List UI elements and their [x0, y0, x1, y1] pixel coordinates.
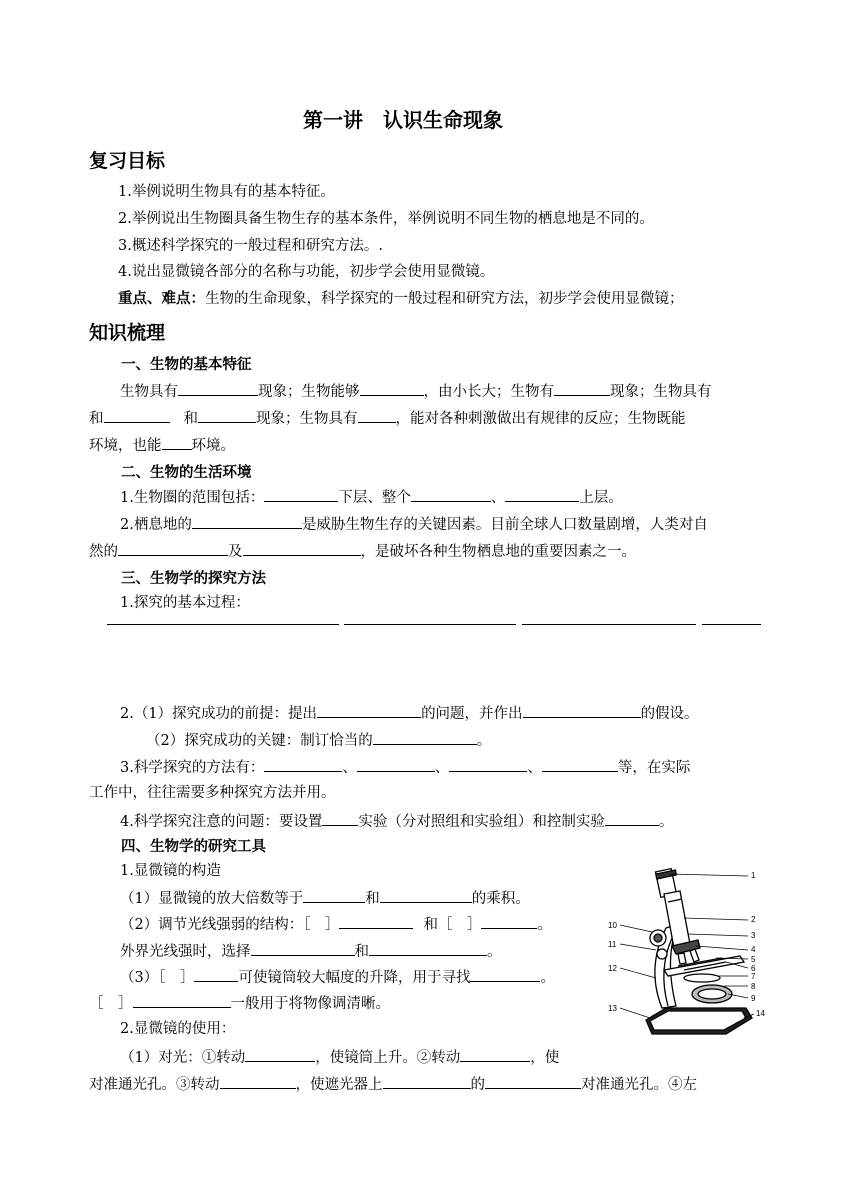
s1-line-3 — [89, 434, 235, 456]
text: 对准通光孔。③转动 — [89, 1077, 220, 1093]
text: 一般用于将物像调清晰。 — [230, 996, 390, 1012]
fill-blank[interactable] — [373, 729, 477, 745]
fill-blank[interactable] — [118, 540, 228, 556]
callout-4: 4 — [751, 945, 756, 954]
text: 环境。 — [191, 438, 235, 454]
text: 外界光线强时，选择 — [120, 944, 251, 960]
fill-blank[interactable] — [243, 540, 361, 556]
fill-blank[interactable] — [198, 407, 256, 423]
fill-blank[interactable] — [178, 380, 258, 396]
text: ，由小长大；生物有 — [423, 384, 554, 400]
callout-6: 6 — [751, 964, 756, 973]
text: 、 — [434, 760, 450, 776]
process-blank-2[interactable] — [344, 624, 516, 625]
callout-3: 3 — [751, 931, 756, 940]
callout-1: 1 — [751, 871, 756, 880]
text: ，使镜筒上升。②转动 — [315, 1050, 461, 1066]
callout-11: 11 — [608, 940, 617, 949]
text: 环境，也能 — [89, 438, 162, 454]
s4-line-5 — [120, 966, 555, 988]
s1-line-2 — [89, 407, 686, 429]
text: 的乘积。 — [471, 891, 530, 907]
process-blank-3[interactable] — [522, 624, 696, 625]
text: 上层。 — [579, 490, 623, 506]
s3-line-1: 1.探究的基本过程： — [120, 595, 250, 611]
fill-blank[interactable] — [162, 434, 192, 450]
callout-12: 12 — [608, 964, 617, 973]
text: ［ ］ — [89, 996, 133, 1012]
s3-line-4 — [120, 756, 690, 778]
text: 的 — [470, 1077, 485, 1093]
review-item-1: 1.举例说明生物具有的基本特征。 — [118, 184, 335, 200]
text: 、 — [527, 760, 542, 776]
section-heading-review: 复习目标 — [89, 150, 166, 172]
review-item-4: 4.说出显微镜各部分的名称与功能，初步学会使用显微镜。 — [118, 264, 495, 280]
text: 和 — [183, 411, 198, 427]
text: 的问题，并作出 — [421, 706, 523, 722]
text: （2）探究成功的关键：制订恰当的 — [146, 733, 373, 749]
fill-blank[interactable] — [220, 1073, 296, 1089]
fill-blank[interactable] — [322, 810, 358, 826]
s3-line-6 — [120, 810, 673, 832]
s4-line-7: 2.显微镜的使用： — [120, 1021, 236, 1037]
review-item-2: 2.举例说出生物圈具备生物生存的基本条件，举例说明不同生物的栖息地是不同的。 — [118, 211, 654, 227]
s3-line-2 — [120, 702, 699, 724]
text: 对准通光孔。④左 — [581, 1077, 697, 1093]
fill-blank[interactable] — [380, 887, 472, 903]
text: 现象；生物能够 — [258, 384, 360, 400]
fill-blank[interactable] — [383, 1073, 471, 1089]
callout-13: 13 — [608, 1004, 617, 1013]
s2-line-2 — [120, 513, 708, 535]
key-points-text: 生物的生命现象，科学探究的一般过程和研究方法，初步学会使用显微镜； — [205, 291, 684, 307]
fill-blank[interactable] — [460, 1046, 530, 1062]
fill-blank[interactable] — [194, 966, 238, 982]
text: 。 — [476, 733, 492, 749]
text: 4.科学探究注意的问题：要设置 — [120, 814, 323, 830]
subsection-heading-4: 四、生物学的研究工具 — [121, 839, 266, 855]
s2-line-1 — [120, 486, 623, 508]
microscope-diagram — [606, 858, 774, 1048]
callout-8: 8 — [751, 982, 756, 991]
text: 和 — [354, 944, 369, 960]
s3-line-5: 工作中，往往需要多种探究方法并用。 — [89, 785, 336, 801]
fill-blank[interactable] — [360, 380, 424, 396]
fill-blank[interactable] — [554, 380, 610, 396]
text: 3.科学探究的方法有： — [120, 760, 265, 776]
s2-line-3 — [89, 540, 636, 562]
text: 、 — [342, 760, 357, 776]
text: 的假设。 — [640, 706, 699, 722]
text: （1）对光：①转动 — [120, 1050, 246, 1066]
section-heading-knowledge: 知识梳理 — [89, 322, 166, 344]
text: 。 — [540, 970, 555, 986]
text: 1.生物圈的范围包括： — [120, 490, 265, 506]
fill-blank[interactable] — [192, 513, 302, 529]
callout-14: 14 — [756, 1009, 765, 1018]
fill-blank[interactable] — [449, 756, 527, 772]
text: 是威胁生物生存的关键因素。目前全球人口数量剧增，人类对自 — [301, 517, 708, 533]
fill-blank[interactable] — [505, 486, 579, 502]
process-blank-1[interactable] — [107, 624, 339, 625]
fill-blank[interactable] — [264, 756, 342, 772]
text: 及 — [228, 544, 243, 560]
text: ，是破坏各种生物栖息地的重要因素之一。 — [360, 544, 636, 560]
s3-line-3 — [146, 729, 491, 751]
text: （1）显微镜的放大倍数等于 — [120, 891, 304, 907]
callout-7: 7 — [751, 972, 756, 981]
fill-blank[interactable] — [104, 407, 170, 423]
callout-9: 9 — [751, 994, 756, 1003]
text: 。 — [537, 917, 552, 933]
text: 生物具有 — [120, 384, 178, 400]
fill-blank[interactable] — [485, 1073, 581, 1089]
text: （3）［ ］ — [120, 970, 195, 986]
text: 。 — [487, 944, 502, 960]
s1-line-1 — [120, 380, 712, 402]
fill-blank[interactable] — [605, 810, 659, 826]
fill-blank[interactable] — [339, 913, 413, 929]
callout-10: 10 — [608, 921, 617, 930]
fill-blank[interactable] — [245, 1046, 315, 1062]
fill-blank[interactable] — [369, 940, 487, 956]
text: 。 — [658, 814, 674, 830]
text: ，能对各种刺激做出有规律的反应；生物既能 — [395, 411, 686, 427]
s4-line-8 — [120, 1046, 559, 1068]
callout-5: 5 — [751, 955, 756, 964]
fill-blank[interactable] — [358, 407, 396, 423]
fill-blank[interactable] — [251, 940, 355, 956]
fill-blank[interactable] — [264, 486, 338, 502]
fill-blank[interactable] — [303, 887, 365, 903]
fill-blank[interactable] — [523, 702, 641, 718]
microscope-icon — [606, 858, 774, 1048]
key-points — [118, 289, 684, 309]
s4-line-6 — [89, 992, 390, 1014]
text: 现象；生物具有 — [610, 384, 712, 400]
text: 现象；生物具有 — [256, 411, 358, 427]
text: 2.栖息地的 — [120, 517, 192, 533]
text: 和［ ］ — [423, 917, 482, 933]
fill-blank[interactable] — [133, 992, 231, 1008]
subsection-heading-3: 三、生物学的探究方法 — [121, 571, 266, 587]
text: 然的 — [89, 544, 118, 560]
s4-line-1: 1.显微镜的构造 — [120, 863, 221, 879]
fill-blank[interactable] — [542, 756, 618, 772]
text: 、 — [490, 490, 506, 506]
text: 等，在实际 — [617, 760, 691, 776]
callout-2: 2 — [751, 915, 756, 924]
text: 可使镜筒较大幅度的升降，用于寻找 — [238, 970, 471, 986]
s4-line-9 — [89, 1073, 697, 1095]
text: ，使遮光器上 — [295, 1077, 383, 1093]
text: 和 — [365, 891, 380, 907]
review-item-3: 3.概述科学探究的一般过程和研究方法。. — [118, 238, 383, 254]
text: （2）调节光线强弱的结构：［ ］ — [120, 917, 340, 933]
text: 2.（1）探究成功的前提：提出 — [120, 706, 318, 722]
fill-blank[interactable] — [470, 966, 540, 982]
subsection-heading-1: 一、生物的基本特征 — [121, 357, 252, 373]
process-blank-4[interactable] — [702, 624, 761, 625]
s4-line-3 — [120, 913, 552, 935]
fill-blank[interactable] — [411, 486, 491, 502]
text: 下层、整个 — [338, 490, 411, 506]
fill-blank[interactable] — [317, 702, 421, 718]
key-points-label: 重点、难点： — [118, 291, 205, 307]
text: ，使 — [530, 1050, 560, 1066]
text: 和 — [89, 411, 104, 427]
text: 实验（分对照组和实验组）和控制实验 — [358, 814, 605, 830]
s4-line-4 — [120, 940, 502, 962]
page-title: 第一讲 认识生命现象 — [303, 108, 503, 132]
subsection-heading-2: 二、生物的生活环境 — [121, 465, 252, 481]
fill-blank[interactable] — [481, 913, 537, 929]
s4-line-2 — [120, 887, 530, 909]
fill-blank[interactable] — [357, 756, 435, 772]
